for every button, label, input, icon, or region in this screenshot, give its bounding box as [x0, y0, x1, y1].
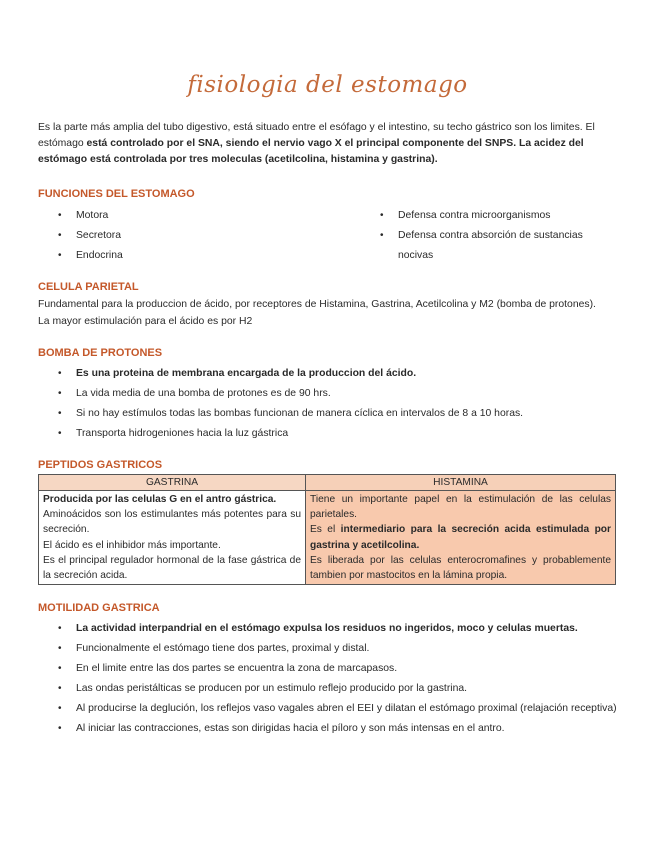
list-item-text: Al iniciar las contracciones, estas son dirigidas hacia el píloro y son más intensas en el antro.	[76, 723, 505, 734]
intro-line-1: Es la parte más amplia del tubo digestivo, está situado entre el esófago y el intestino, su techo gástrico son los limites.	[38, 122, 583, 133]
list-item-text: Si no hay estímulos todas las bombas funcionan de manera cíclica en intervalos de 8 a 10 horas.	[76, 408, 524, 419]
list-item-text: Las ondas peristálticas se producen por un estimulo reflejo producido por la gastrina.	[76, 683, 468, 694]
list-item-text: Secretora	[76, 230, 122, 241]
list-item	[38, 206, 328, 226]
bullet-icon: •	[380, 210, 384, 221]
intro-normal: El estómago	[38, 122, 595, 149]
bullet-icon: •	[58, 723, 62, 734]
list-item	[38, 404, 618, 424]
bullet-icon: •	[58, 683, 62, 694]
list-item	[38, 619, 618, 639]
funciones-col-2	[328, 206, 618, 266]
gastrina-line-1: Aminoácidos son los estimulantes más potentes para su secreción.	[43, 509, 301, 536]
table-header-histamina: HISTAMINA	[306, 475, 616, 491]
list-item-text: Defensa contra microorganismos	[398, 210, 551, 221]
list-item	[38, 226, 328, 246]
list-item	[360, 206, 618, 226]
bullet-icon: •	[58, 388, 62, 399]
histamina-line-1: Tiene un importante papel en la estimulación de las celulas parietales.	[310, 494, 611, 521]
funciones-col-1	[38, 206, 328, 266]
list-item-text: Transporta hidrogeniones hacia la luz gástrica	[76, 428, 289, 439]
peptidos-table	[38, 474, 616, 585]
section-funciones-heading: FUNCIONES DEL ESTOMAGO	[38, 188, 195, 200]
intro-bold: está controlado por el SNA, siendo el nervio vago X el principal componente del SNPS. La acidez del estómago está controlada por tres moleculas (acetilcolina, histamina y gastrina).	[38, 138, 584, 165]
table-row	[39, 491, 616, 585]
bullet-icon: •	[380, 230, 384, 241]
bullet-icon: •	[58, 703, 62, 714]
list-item-text: Defensa contra absorción de sustancias nocivas	[398, 230, 583, 261]
histamina-line-3: Es liberada por las celulas enterocromafines y probablemente tambien por mastocitos en la lámina propia.	[310, 554, 611, 582]
table-header-row	[39, 475, 616, 491]
list-item	[38, 679, 618, 699]
celula-line-1: Fundamental para la produccion de ácido, por receptores de Histamina, Gastrina, Acetilcolina y M2 (bomba de protones).	[38, 299, 596, 310]
bullet-icon: •	[58, 408, 62, 419]
histamina-cell	[306, 491, 616, 585]
list-item-text: Motora	[76, 210, 109, 221]
bullet-icon: •	[58, 428, 62, 439]
gastrina-cell	[39, 491, 306, 585]
bullet-icon: •	[58, 663, 62, 674]
list-item	[38, 364, 618, 384]
list-item-text: Funcionalmente el estómago tiene dos partes, proximal y distal.	[76, 643, 370, 654]
list-item	[38, 384, 618, 404]
list-item-text: Es una proteina de membrana encargada de la produccion del ácido.	[76, 368, 417, 379]
list-item-text: Endocrina	[76, 250, 123, 261]
gastrina-bold-line: Producida por las celulas G en el antro gástrica.	[43, 494, 277, 505]
table-header-gastrina: GASTRINA	[39, 475, 306, 491]
gastrina-line-2: El ácido es el inhibidor más importante.	[43, 539, 221, 551]
section-motilidad-heading: MOTILIDAD GASTRICA	[38, 602, 160, 614]
list-item-text: Al producirse la deglución, los reflejos vaso vagales abren el EEI y dilatan el estómago proximal (relajación receptiva)	[76, 703, 617, 714]
list-item-text: La actividad interpandrial en el estómago expulsa los residuos no ingeridos, moco y celulas muertas.	[76, 623, 578, 634]
list-item-text: En el limite entre las dos partes se encuentra la zona de marcapasos.	[76, 663, 398, 674]
list-item	[38, 699, 618, 719]
section-bomba-heading: BOMBA DE PROTONES	[38, 347, 163, 359]
list-item	[38, 424, 618, 444]
bullet-icon: •	[58, 210, 62, 221]
histamina-line-2-normal: Es el	[310, 524, 341, 536]
list-item	[38, 246, 328, 266]
celula-line-2: La mayor estimulación para el ácido es por H2	[38, 316, 253, 327]
section-peptidos-heading: PEPTIDOS GASTRICOS	[38, 459, 163, 471]
celula-paragraph	[38, 296, 618, 330]
list-item	[38, 659, 618, 679]
histamina-line-2	[310, 522, 611, 552]
histamina-line-2-bold: intermediario para la secreción acida estimulada por gastrina y acetilcolina.	[310, 524, 611, 551]
intro-paragraph	[38, 120, 618, 168]
list-item	[38, 639, 618, 659]
bullet-icon: •	[58, 643, 62, 654]
list-item	[360, 226, 618, 266]
list-item-text: La vida media de una bomba de protones es de 90 hrs.	[76, 388, 331, 399]
page-title: fisiologia del estomago	[187, 72, 468, 98]
bullet-icon: •	[58, 623, 62, 634]
gastrina-line-3: Es el principal regulador hormonal de la fase gástrica de la secreción acida.	[43, 554, 301, 582]
funciones-list	[38, 206, 618, 266]
bullet-icon: •	[58, 230, 62, 241]
bullet-icon: •	[58, 250, 62, 261]
list-item	[38, 719, 618, 739]
motilidad-list	[38, 619, 618, 739]
bullet-icon: •	[58, 368, 62, 379]
section-celula-heading: CELULA PARIETAL	[38, 281, 139, 293]
bomba-list	[38, 364, 618, 444]
